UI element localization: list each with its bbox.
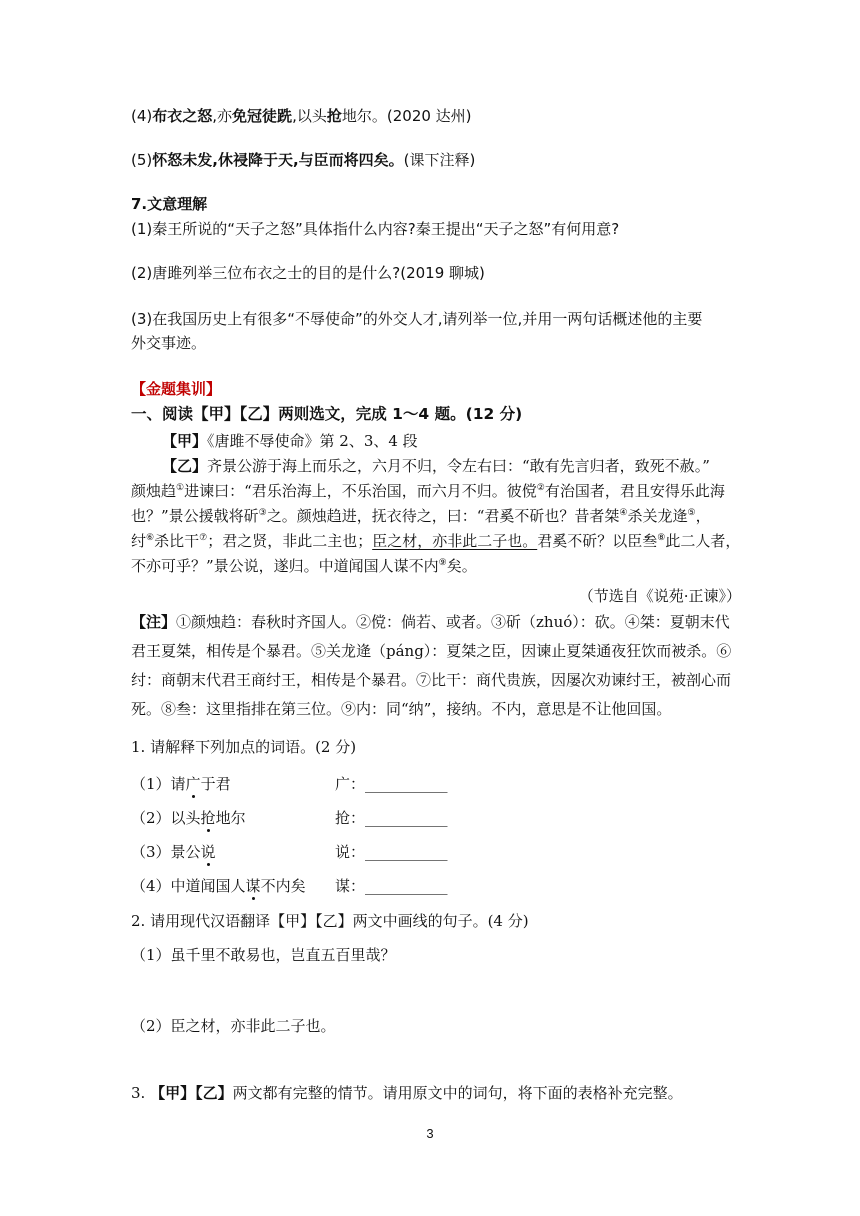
passage-label: 【甲】	[162, 432, 208, 450]
passage-text: 也？”景公援戟将斫	[131, 507, 259, 525]
word-item-4	[131, 876, 306, 896]
example-line-4	[131, 106, 472, 126]
passage-source: （节选自《说苑·正谏》）	[578, 587, 741, 605]
passage-text: 杀关龙逄	[627, 507, 688, 525]
underlined-sentence: 臣之材，亦非此二子也。	[372, 532, 538, 550]
answer-blank[interactable]: ___________	[365, 877, 448, 895]
passage-text: 杀比干	[154, 532, 200, 550]
dotted-word: 抢	[200, 809, 216, 827]
part-1-heading	[131, 404, 522, 424]
notes-line-3: 纣：商朝末代君王商纣王，相传是个暴君。⑦比干：商代贵族，因屡次劝谏纣王，被剖心而	[131, 671, 732, 689]
word-item-text: 地尔	[215, 809, 246, 827]
answer-blank[interactable]: ___________	[365, 843, 448, 861]
passage-yi-line-3	[131, 506, 711, 526]
footnote-mark: ⑧	[657, 533, 666, 543]
answer-label: 抢：	[335, 809, 366, 827]
footnote-mark: ⑨	[438, 558, 447, 568]
notes-label: 【注】	[131, 613, 177, 631]
answer-4	[335, 876, 448, 896]
word-item-3	[131, 842, 216, 862]
passage-text: 进谏曰：“君乐治海上，不乐治国，而六月不归。彼傥	[184, 482, 537, 500]
passage-text: 齐景公游于海上而乐之，六月不归，令左右曰：“敢有先言归者，致死不赦。”	[207, 457, 710, 475]
dotted-word: 谋	[245, 877, 261, 895]
footnote-mark: ①	[176, 483, 185, 493]
section-7-title: 7.文意理解	[131, 195, 208, 213]
passage-text: 此二人者，	[665, 532, 741, 550]
answer-1	[335, 774, 448, 794]
passage-reference: 《唐雎不辱使命》第 2、3、4 段	[207, 432, 418, 450]
passage-yi-line-4	[131, 531, 740, 551]
passage-text: ，	[695, 507, 711, 525]
passage-yi-line-5	[131, 556, 477, 576]
word-item-text: （1）请	[131, 775, 186, 793]
footnote-mark: ⑤	[687, 508, 696, 518]
passage-text: 纣	[131, 532, 147, 550]
answer-blank[interactable]: ___________	[365, 775, 448, 793]
section-heading: 【金题集训】	[131, 380, 222, 398]
footnote-mark: ②	[536, 483, 545, 493]
passage-text: 有治国者，君且安得乐此海	[544, 482, 725, 500]
translate-item-1: （1）虽千里不敢易也，岂直五百里哉？	[131, 946, 396, 964]
word-item-text: 不内矣	[260, 877, 306, 895]
word-item-2	[131, 808, 246, 828]
word-item-text: （3）景公	[131, 843, 201, 861]
answer-blank[interactable]: ___________	[365, 809, 448, 827]
answer-3	[335, 842, 448, 862]
bold-character: 抢	[326, 107, 342, 125]
item-number: (5)	[131, 151, 153, 169]
answer-label: 广：	[335, 775, 366, 793]
passage-labels: 【甲】【乙】	[150, 1084, 233, 1102]
source-note: (2020 达州)	[386, 107, 472, 125]
passage-jia	[162, 431, 418, 451]
word-item-1	[131, 774, 231, 794]
task-number: 3.	[131, 1084, 151, 1102]
footnote-mark: ③	[258, 508, 267, 518]
answer-label: 说：	[335, 843, 366, 861]
text-fragment: 地尔。	[341, 107, 387, 125]
dotted-word: 广	[185, 775, 201, 793]
answer-2	[335, 808, 448, 828]
footnote-mark: ⑥	[146, 533, 155, 543]
notes-line-2: 君王夏桀，相传是个暴君。⑤关龙逄（páng）：夏桀之臣，因谏止夏桀通夜狂饮而被杀。⑥	[131, 642, 732, 660]
passage-yi-line-2	[131, 481, 725, 501]
item-number: (4)	[131, 107, 153, 125]
example-line-5	[131, 150, 475, 170]
bold-sentence: 怀怒未发,休祲降于天,与臣而将四矣。	[152, 151, 404, 169]
task-2-heading: 2. 请用现代汉语翻译【甲】【乙】两文中画线的句子。(4 分)	[131, 912, 529, 930]
task-3-heading	[131, 1083, 683, 1103]
passage-text: 之。颜烛趋进，抚衣待之，曰：“君奚不斫也？昔者桀	[266, 507, 620, 525]
text-fragment: ,亦	[212, 107, 233, 125]
page-number: 3	[426, 1126, 434, 1141]
notes-line-4: 死。⑧叁：这里指排在第三位。⑨内：同“纳”，接纳。不内，意思是不让他回国。	[131, 700, 672, 718]
notes-line-1	[131, 612, 730, 632]
translate-item-2: （2）臣之材，亦非此二子也。	[131, 1017, 336, 1035]
word-item-text: 于君	[200, 775, 231, 793]
word-item-text: （4）中道闻国人	[131, 877, 246, 895]
passage-yi-line-1	[162, 456, 710, 476]
bold-phrase: 免冠徒跣	[232, 107, 293, 125]
task-text: 两文都有完整的情节。请用原文中的词句，将下面的表格补充完整。	[232, 1084, 683, 1102]
footnote-mark: ⑦	[199, 533, 208, 543]
question-7-2: (2)唐雎列举三位布衣之士的目的是什么?(2019 聊城)	[131, 264, 485, 282]
task-1-heading: 1. 请解释下列加点的词语。(2 分)	[131, 738, 357, 756]
part-1-instruction: 一、阅读【甲】【乙】两则选文，完成 1～4 题。	[131, 405, 466, 423]
passage-label: 【乙】	[162, 457, 208, 475]
dotted-word: 说	[200, 843, 216, 861]
answer-label: 谋：	[335, 877, 366, 895]
question-7-3-line-2: 外交事迹。	[131, 334, 207, 352]
question-7-3-line-1: (3)在我国历史上有很多“不辱使命”的外交人才,请列举一位,并用一两句话概述他的主要	[131, 310, 703, 328]
notes-text: ①颜烛趋：春秋时齐国人。②傥：倘若、或者。③斫（zhuó）：砍。④桀：夏朝末代	[176, 613, 730, 631]
passage-text: 矣。	[446, 557, 477, 575]
footnote-mark: ④	[619, 508, 628, 518]
source-note: (课下注释)	[403, 151, 476, 169]
word-item-text: （2）以头	[131, 809, 201, 827]
passage-text: 颜烛趋	[131, 482, 177, 500]
passage-text: 不亦可乎？”景公说，遂归。中道闻国人谋不内	[131, 557, 439, 575]
passage-text: 君奚不斫？以臣叁	[537, 532, 658, 550]
bold-phrase: 布衣之怒	[152, 107, 213, 125]
passage-text: ；君之贤，非此二主也；	[207, 532, 373, 550]
part-1-score: (12 分)	[465, 405, 523, 423]
question-7-1: (1)秦王所说的“天子之怒”具体指什么内容?秦王提出“天子之怒”有何用意?	[131, 220, 620, 238]
text-fragment: ,以头	[292, 107, 327, 125]
